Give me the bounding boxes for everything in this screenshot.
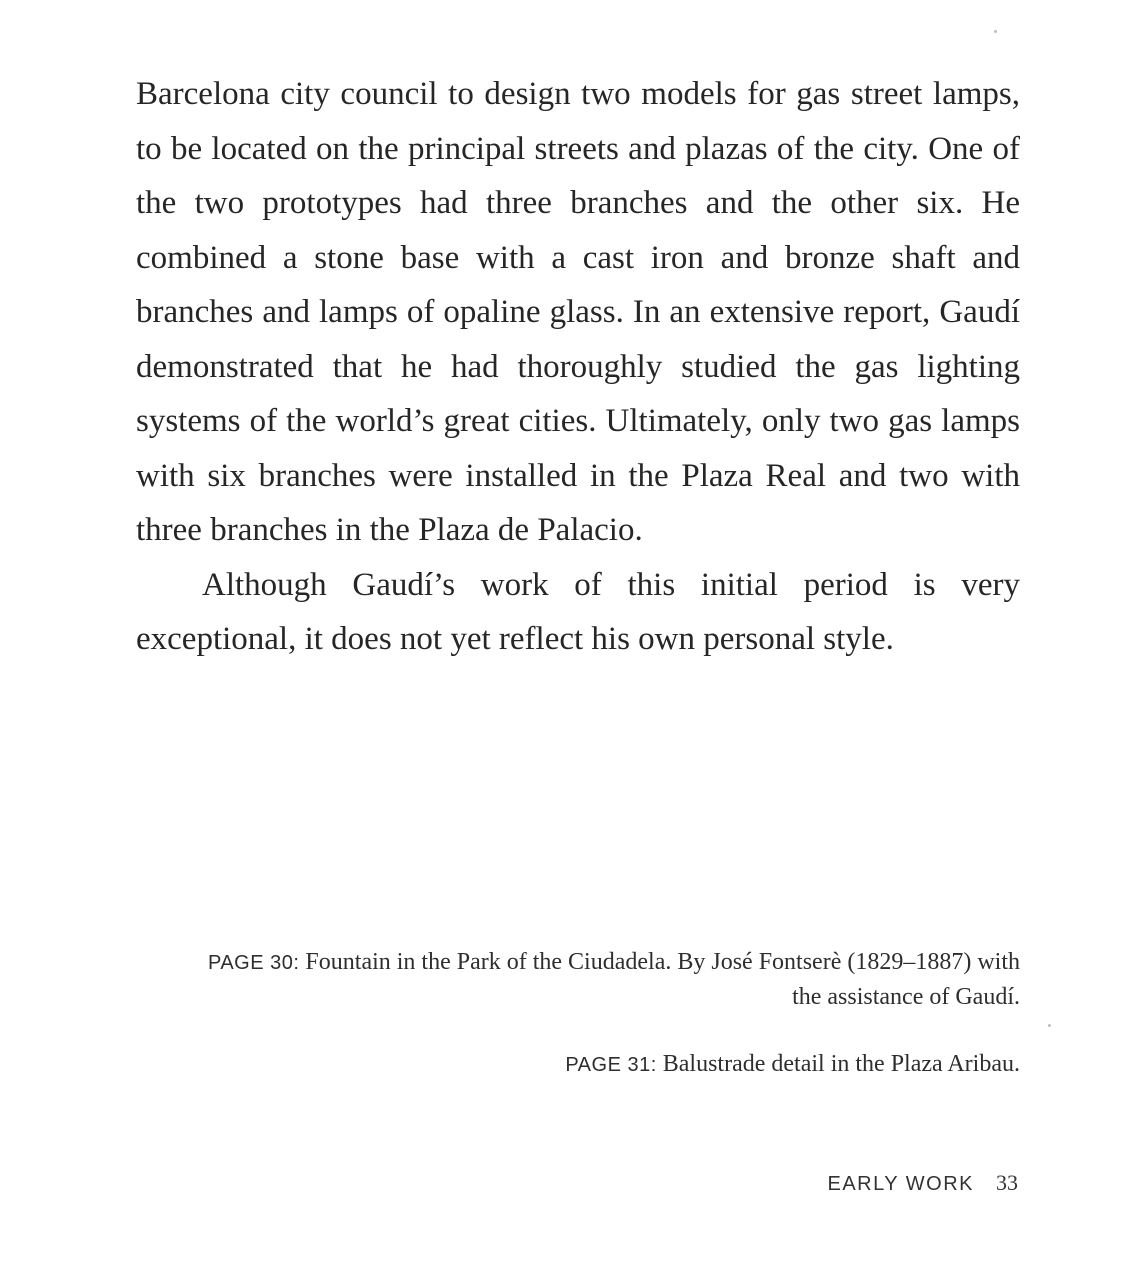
running-footer — [827, 1170, 1018, 1196]
caption-page-31 — [200, 1047, 1020, 1082]
caption-text: Fountain in the Park of the Ciudadela. By José Fontserè (1829–1887) with the assistance of Gaudí. — [305, 949, 1020, 1010]
paragraph-1: Barcelona city council to design two models for gas street lamps, to be located on the principal streets and plazas of the city. One of the two prototypes had three branches and the other six. He combined a stone base with a cast iron and bronze shaft and branches and lamps of opaline glass. In an extensive report, Gaudí demonstrated that he had thoroughly studied the gas lighting systems of the world’s great cities. Ultimately, only two gas lamps with six branches were installed in the Plaza Real and two with three branches in the Plaza de Palacio. — [136, 76, 1020, 548]
caption-label: PAGE 31: — [565, 1054, 657, 1076]
paragraph-2: Although Gaudí’s work of this initial period is very exceptional, it does not yet reflect his own personal style. — [136, 566, 1020, 657]
caption-label: PAGE 30: — [207, 952, 300, 974]
page-number: 33 — [996, 1170, 1018, 1195]
caption-page-30 — [200, 945, 1020, 1014]
section-title: EARLY WORK — [827, 1173, 974, 1195]
scan-speck — [1048, 1024, 1051, 1027]
picture-captions — [200, 945, 1020, 1082]
body-text — [136, 67, 1020, 667]
scan-speck — [994, 30, 997, 33]
caption-text: Balustrade detail in the Plaza Aribau. — [662, 1051, 1020, 1077]
